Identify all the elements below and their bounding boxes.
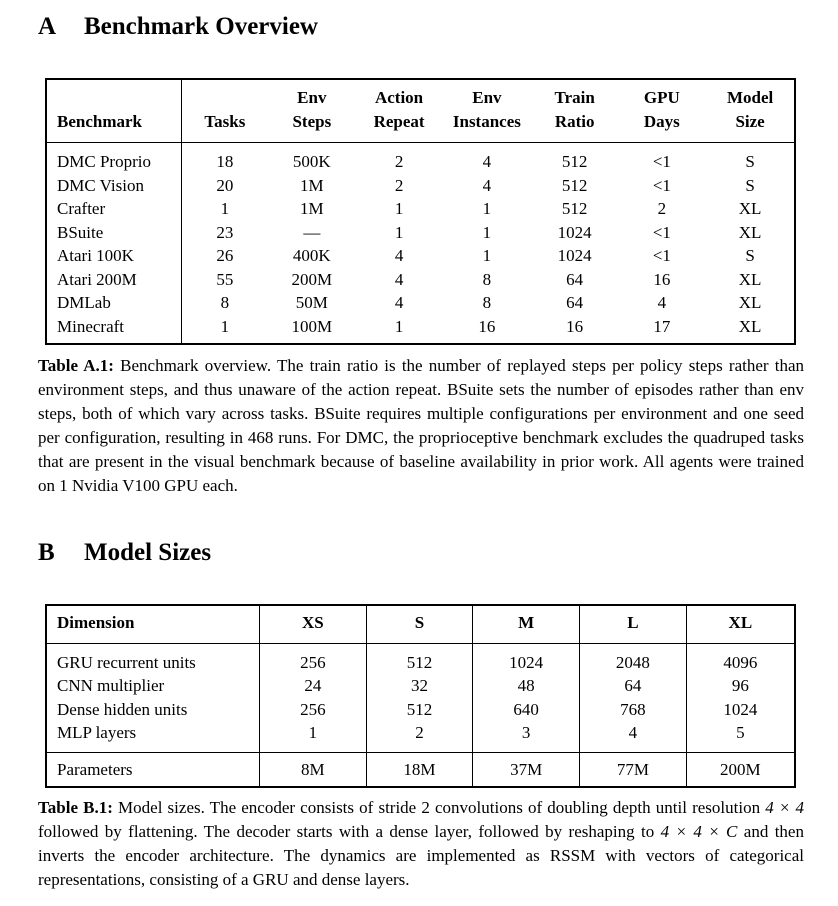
table-row xyxy=(46,721,795,752)
caption-math: 4 × 4 xyxy=(765,798,804,817)
table-cell: 23 xyxy=(216,222,234,242)
column-header xyxy=(532,79,618,143)
table-cell: 512 xyxy=(561,199,588,218)
table-cell: 1 xyxy=(482,199,492,218)
table-footer-row xyxy=(46,752,795,787)
table-cell: 96 xyxy=(686,674,795,698)
table-cell: 4 xyxy=(394,246,404,265)
table-cell: 16 xyxy=(478,316,496,336)
column-header-line-2: Tasks xyxy=(204,111,246,131)
table-cell: 2 xyxy=(394,152,404,171)
caption-label: Table A.1: xyxy=(38,356,114,375)
table-cell: 48 xyxy=(473,674,580,698)
table-cell: XL xyxy=(738,222,762,242)
table-cell: 18M xyxy=(366,752,473,787)
table-row xyxy=(46,197,795,221)
table-cell: 1M xyxy=(300,175,324,195)
table-cell: 1 xyxy=(394,199,404,218)
table-cell: 2048 xyxy=(580,643,687,674)
caption-label: Table B.1: xyxy=(38,798,113,817)
section-heading-benchmark-overview xyxy=(38,13,318,41)
table-cell: 37M xyxy=(473,752,580,787)
section-heading-model-sizes xyxy=(38,539,211,567)
table-cell: 500K xyxy=(292,152,331,171)
row-label: DMC Proprio xyxy=(46,143,182,174)
column-header xyxy=(182,79,268,143)
caption-text: and then inverts the encoder architecture. The dynamics are implemented as RSSM with vectors of categorical representations, consisting of a GRU and dense layers. xyxy=(38,822,804,889)
table-cell: 8 xyxy=(482,269,492,289)
column-header-line-1: Env xyxy=(297,88,327,107)
column-header-line-2: Size xyxy=(735,111,765,131)
benchmark-overview-table xyxy=(45,78,796,345)
column-header xyxy=(267,79,356,143)
table-row xyxy=(46,143,795,174)
table-body xyxy=(46,643,795,752)
table-cell: 640 xyxy=(473,698,580,722)
row-label: BSuite xyxy=(46,221,182,245)
table-cell: S xyxy=(745,246,755,265)
table-cell: 20 xyxy=(216,175,234,195)
table-body xyxy=(46,143,795,345)
row-label: DMC Vision xyxy=(46,174,182,198)
table-cell: XL xyxy=(738,293,762,312)
table-cell: 17 xyxy=(653,316,671,336)
caption-text: Model sizes. The encoder consists of stride 2 convolutions of doubling depth until resolution xyxy=(118,798,761,817)
table-cell: <1 xyxy=(652,246,671,265)
table-cell: 512 xyxy=(366,643,473,674)
table-cell: 400K xyxy=(292,246,331,265)
table-row xyxy=(46,315,795,345)
table-cell: <1 xyxy=(652,222,671,242)
table-cell: 2 xyxy=(394,175,404,195)
table-cell: 200M xyxy=(686,752,795,787)
model-sizes-table xyxy=(45,604,796,788)
table-cell: 4 xyxy=(580,721,687,752)
table-cell: 512 xyxy=(366,698,473,722)
row-label: CNN multiplier xyxy=(46,674,259,698)
table-row xyxy=(46,268,795,292)
row-label: Minecraft xyxy=(46,315,182,345)
column-header-line-2: Benchmark xyxy=(57,111,142,131)
column-header xyxy=(356,79,442,143)
table-cell: 4 xyxy=(482,175,492,195)
column-header: Dimension xyxy=(46,605,259,643)
column-header-line-1: Train xyxy=(554,88,595,107)
table-cell: 55 xyxy=(216,269,234,289)
table-cell: 8M xyxy=(259,752,366,787)
caption-text: Benchmark overview. The train ratio is the number of replayed steps per policy steps rather than environment steps, and thus unaware of the action repeat. BSuite sets the number of episodes rather than env steps, both of which vary across tasks. BSuite requires multiple configurations per environment and one seed per configuration, resulting in 468 runs. For DMC, the proprioceptive benchmark excludes the quadruped tasks that are present in the visual benchmark because of baseline availability in prior work. All agents were trained on 1 Nvidia V100 GPU each. xyxy=(38,356,805,495)
table-cell: 8 xyxy=(220,293,230,312)
table-cell: S xyxy=(745,152,755,171)
table-caption xyxy=(38,354,804,498)
table-cell: 4 xyxy=(482,152,492,171)
section-title: Benchmark Overview xyxy=(84,13,318,40)
table-cell: 4 xyxy=(657,293,667,312)
column-header xyxy=(706,79,795,143)
column-header-line-1: GPU xyxy=(643,88,680,107)
table-cell: 1024 xyxy=(473,643,580,674)
table-cell: 1 xyxy=(394,222,404,242)
table-cell: 256 xyxy=(259,643,366,674)
table-cell: XL xyxy=(738,316,762,336)
caption-text: followed by flattening. The decoder starts with a dense layer, followed by reshaping to xyxy=(38,822,655,841)
table-cell: 768 xyxy=(580,698,687,722)
column-header-line-2: Instances xyxy=(452,111,521,131)
section-letter: A xyxy=(38,13,57,40)
column-header-line-1 xyxy=(57,86,181,110)
table-cell: XL xyxy=(738,269,762,289)
column-header: XS xyxy=(259,605,366,643)
table-row xyxy=(46,698,795,722)
row-label: Dense hidden units xyxy=(46,698,259,722)
table-cell: 1 xyxy=(220,316,230,336)
column-header-line-2: Ratio xyxy=(554,111,595,131)
table-cell: 16 xyxy=(653,269,671,289)
table-row xyxy=(46,244,795,268)
table-cell: 1M xyxy=(300,199,324,218)
table-cell: 1024 xyxy=(686,698,795,722)
table-cell: <1 xyxy=(652,152,671,171)
table-header-row xyxy=(46,605,795,643)
column-header: L xyxy=(580,605,687,643)
table-cell: 64 xyxy=(566,269,584,289)
table-cell: 1 xyxy=(394,316,404,336)
table-cell: 4 xyxy=(394,269,404,289)
table-cell: 512 xyxy=(561,175,588,195)
table-cell: 64 xyxy=(580,674,687,698)
table-cell: 16 xyxy=(566,316,584,336)
column-header: S xyxy=(366,605,473,643)
table-cell: <1 xyxy=(652,175,671,195)
column-header: XL xyxy=(686,605,795,643)
table-cell: S xyxy=(745,175,755,195)
table-row xyxy=(46,643,795,674)
table-cell: 32 xyxy=(366,674,473,698)
table-cell: 512 xyxy=(561,152,588,171)
table-cell: 1024 xyxy=(557,222,592,242)
table-cell: 50M xyxy=(295,293,328,312)
table-row xyxy=(46,674,795,698)
column-header xyxy=(442,79,532,143)
table-row xyxy=(46,174,795,198)
table-cell: 3 xyxy=(473,721,580,752)
table-cell: 64 xyxy=(566,293,584,312)
table-caption xyxy=(38,796,804,892)
table-cell: 4 xyxy=(394,293,404,312)
row-label: DMLab xyxy=(46,291,182,315)
table-cell: 1 xyxy=(482,246,492,265)
table-cell: 1 xyxy=(482,222,492,242)
table-cell: 77M xyxy=(580,752,687,787)
row-label: Atari 100K xyxy=(46,244,182,268)
table-cell: 18 xyxy=(216,152,234,171)
table-header-row xyxy=(46,79,795,143)
column-header-line-2: Steps xyxy=(292,111,332,131)
table-cell: 26 xyxy=(216,246,234,265)
table-cell: 4096 xyxy=(686,643,795,674)
table-row xyxy=(46,221,795,245)
column-header-line-1: Action xyxy=(374,88,424,107)
column-header-line-2: Repeat xyxy=(373,111,425,131)
column-header xyxy=(618,79,707,143)
column-header-line-1: Env xyxy=(472,88,502,107)
table-cell: 5 xyxy=(686,721,795,752)
table-cell: — xyxy=(303,222,321,242)
table-cell: 24 xyxy=(259,674,366,698)
column-header-line-2: Days xyxy=(643,111,680,131)
table-cell: 8 xyxy=(482,293,492,312)
row-label: MLP layers xyxy=(46,721,259,752)
table-cell: 1024 xyxy=(557,246,592,265)
table-cell: 2 xyxy=(657,199,667,218)
column-header: M xyxy=(473,605,580,643)
table-cell: 256 xyxy=(259,698,366,722)
column-header-line-1: Model xyxy=(726,88,774,107)
column-header xyxy=(46,79,182,143)
table-row xyxy=(46,291,795,315)
table-cell: 100M xyxy=(291,316,333,336)
table-cell: 1 xyxy=(259,721,366,752)
section-letter: B xyxy=(38,539,55,566)
row-label: Crafter xyxy=(46,197,182,221)
row-label: Parameters xyxy=(46,752,259,787)
table-cell: 2 xyxy=(366,721,473,752)
row-label: GRU recurrent units xyxy=(46,643,259,674)
table-cell: XL xyxy=(738,199,762,218)
column-header-line-1 xyxy=(182,86,267,110)
section-title: Model Sizes xyxy=(84,539,212,566)
table-cell: 1 xyxy=(220,199,230,218)
caption-math: 4 × 4 × C xyxy=(660,822,738,841)
row-label: Atari 200M xyxy=(46,268,182,292)
table-cell: 200M xyxy=(291,269,333,289)
